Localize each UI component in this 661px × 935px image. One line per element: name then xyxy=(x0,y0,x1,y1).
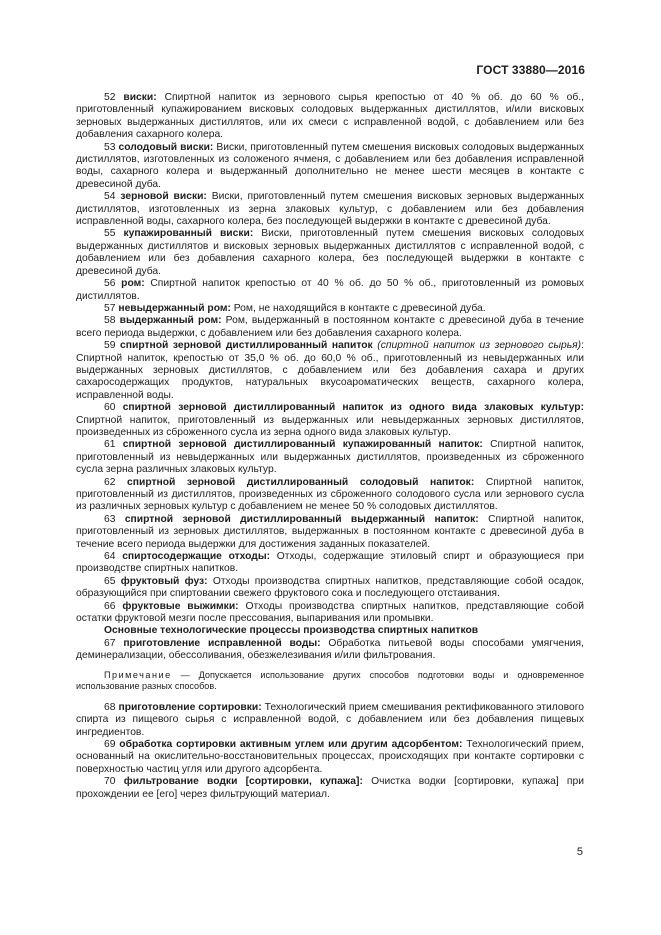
term-entry xyxy=(76,477,584,514)
term-number: 68 xyxy=(104,701,116,713)
document-code: ГОСТ 33880—2016 xyxy=(476,63,585,77)
term-definition: Спиртной напиток, приготовленный из зерновых дистиллятов, выдержанных в постоянном контакте с древесиной дуба в течение всего периода выдержки для достижения заданных показателей. xyxy=(76,513,584,550)
term-entry xyxy=(76,551,584,576)
term-entry xyxy=(76,776,584,801)
term-name: обработка сортировки активным углем или другим адсорбентом: xyxy=(119,738,463,750)
page-content xyxy=(76,92,584,801)
term-name: спиртной зерновой дистиллированный купажированный напиток: xyxy=(122,439,483,451)
term-entry xyxy=(76,702,584,739)
term-entry xyxy=(76,191,584,228)
term-entry xyxy=(76,340,584,402)
term-number: 57 xyxy=(104,302,116,314)
term-list xyxy=(76,92,584,625)
term-definition: Спиртной напиток крепостью от 40 % об. до 50 % об., приготовленный из ромовых дистиллятов. xyxy=(76,278,584,302)
term-definition: Виски, приготовленный путем смешения висковых зерновых выдержанных дистиллятов, изготовленных из зерна злаковых культур, с добавлением или без добавления исправленной воды, сахарного колера, без последующей выдержки в контакте с древесиной дуба. xyxy=(76,191,584,228)
term-name: виски: xyxy=(123,92,157,103)
term-definition: Ром, не находящийся в контакте с древесиной дуба. xyxy=(230,302,486,314)
term-name: приготовление исправленной воды: xyxy=(123,637,321,649)
term-name: солодовый виски: xyxy=(118,141,214,153)
term-number: 54 xyxy=(104,191,116,203)
term-entry xyxy=(76,142,584,192)
term-name: спиртной зерновой дистиллированный напиток xyxy=(120,340,373,352)
term-entry xyxy=(76,601,584,626)
term-list-3 xyxy=(76,702,584,801)
note-text: — Допускается использование других способов подготовки воды и одновременное использование разных способов. xyxy=(76,669,584,692)
term-name: спиртной зерновой дистиллированный выдержанный напиток: xyxy=(124,513,479,525)
term-name: фруктовые выжимки: xyxy=(122,600,239,612)
term-name: спиртной зерновой дистиллированный солодовый напиток: xyxy=(127,476,475,488)
term-entry xyxy=(76,514,584,551)
term-number: 53 xyxy=(104,141,116,153)
term-entry xyxy=(76,315,584,340)
term-entry xyxy=(76,402,584,439)
term-entry xyxy=(76,576,584,601)
term-number: 70 xyxy=(104,776,116,788)
term-number: 69 xyxy=(104,738,116,750)
term-synonym: (спиртной напиток из зернового сырья) xyxy=(372,340,582,352)
term-definition: Отходы производства спиртных напитков, представляющие собой остатки фруктовой мезги после прессования, выпаривания или промывки. xyxy=(76,600,584,625)
term-definition: Виски, приготовленный путем смешения висковых солодовых выдержанных дистиллятов и висковых зерновых выдержанных дистиллятов с исправленной водой, с добавлением или без добавления сахарного колера, без последующей выдержки в контакте с древесиной дуба. xyxy=(76,228,584,277)
term-name: зерновой виски: xyxy=(120,191,207,203)
term-name: спиртосодержащие отходы: xyxy=(122,551,271,563)
term-definition: Спиртной напиток, приготовленный из невыдержанных или выдержанных дистиллятов, произведенных из сброженного сусла зерна различных злаковых культур. xyxy=(76,439,584,476)
term-name: купажированный виски: xyxy=(123,228,254,240)
term-number: 63 xyxy=(104,513,116,525)
term-name: ром: xyxy=(121,278,145,290)
term-definition: Технологический прием, основанный на окислительно-восстановительных процессах, происходящих при контакте сортировки с поверхностью частиц угля или другого адсорбента. xyxy=(76,738,584,775)
term-list-2 xyxy=(76,638,584,663)
term-number: 56 xyxy=(104,278,116,290)
term-number: 61 xyxy=(104,439,116,451)
term-number: 60 xyxy=(104,402,116,414)
term-entry xyxy=(76,638,584,663)
term-number: 59 xyxy=(104,340,116,352)
term-name: приготовление сортировки: xyxy=(118,701,262,713)
term-name: фильтрование водки [сортировки, купажа]: xyxy=(123,776,363,788)
term-number: 55 xyxy=(104,228,116,240)
term-number: 66 xyxy=(104,600,116,612)
term-number: 62 xyxy=(104,476,116,488)
term-definition: Виски, приготовленный путем смешения висковых солодовых выдержанных дистиллятов, изготовленных из соложеного ячменя, с добавлением или без добавления исправленной воды, сахарного колера и выдержанный дополнительно не менее шести месяцев в контакте с древесиной дуба. xyxy=(76,141,584,190)
term-definition: Отходы производства спиртных напитков, представляющие собой осадок, образующийся при спиртовании свежего фруктового сока и последующего отстаивания. xyxy=(76,575,584,600)
term-definition: Спиртной напиток, приготовленный из дистиллятов, произведенных из сброженного солодового сусла или зернового сусла из различных зерновых культур с добавлением не менее 50 % солодовых дистиллятов. xyxy=(76,476,584,513)
term-entry xyxy=(76,439,584,476)
term-definition: Спиртной напиток, приготовленный из выдержанных или невыдержанных зерновых дистиллятов, произведенных из сброженного сусла из зерна одного вида злаковых культур. xyxy=(76,414,584,438)
term-number: 52 xyxy=(104,92,116,103)
term-number: 64 xyxy=(104,551,116,563)
note-label: Примечание xyxy=(104,669,172,680)
term-definition: Ром, выдержанный в постоянном контакте с древесиной дуба в течение всего периода выдержки, с добавлением или без добавления сахарного колера. xyxy=(76,315,584,339)
term-name: спиртной зерновой дистиллированный напиток из одного вида злаковых культур: xyxy=(122,402,584,414)
term-entry xyxy=(76,92,584,142)
term-entry xyxy=(76,228,584,278)
term-name: невыдержанный ром: xyxy=(118,302,231,314)
term-number: 65 xyxy=(104,575,116,587)
page-number: 5 xyxy=(576,846,583,858)
term-entry xyxy=(76,278,584,303)
term-number: 58 xyxy=(104,315,116,327)
term-definition: : Спиртной напиток, крепостью от 35,0 % об. до 60,0 % об., приготовленный из невыдержанных или выдержанных зерновых дистиллятов, с добавлением или без добавления сахара и других сахаросодержащих продуктов, натуральных вкусоароматических веществ, сахарного колера, исправленной воды. xyxy=(76,340,584,401)
term-definition: Отходы, содержащие этиловый спирт и образующиеся при производстве спиртных напитков. xyxy=(76,551,584,575)
term-number: 67 xyxy=(104,637,116,649)
term-entry xyxy=(76,303,584,315)
term-name: фруктовый фуз: xyxy=(120,575,208,587)
term-definition: Обработка питьевой воды способами умягчения, деминерализации, обессоливания, обезжелезивания и/или фильтрования. xyxy=(76,637,584,662)
term-definition: Технологический прием смешивания ректификованного этилового спирта из пищевого сырья с исправленной водой, с добавлением или без добавления пищевых ингредиентов. xyxy=(76,701,584,738)
term-name: выдержанный ром: xyxy=(119,315,222,327)
term-definition: Очистка водки [сортировки, купажа] при прохождении ее [его] через фильтрующий материал. xyxy=(76,776,584,800)
term-definition: Спиртной напиток из зернового сырья крепостью от 40 % об. до 60 % об., приготовленный купажированием висковых солодовых выдержанных дистиллятов, и/или висковых зерновых выдержанных дистиллятов, или их смеси с исправленной водой, с добавлением или без добавления сахарного колера. xyxy=(76,92,584,141)
note xyxy=(76,670,584,693)
section-heading: Основные технологические процессы производства спиртных напитков xyxy=(104,625,479,637)
term-entry xyxy=(76,739,584,776)
